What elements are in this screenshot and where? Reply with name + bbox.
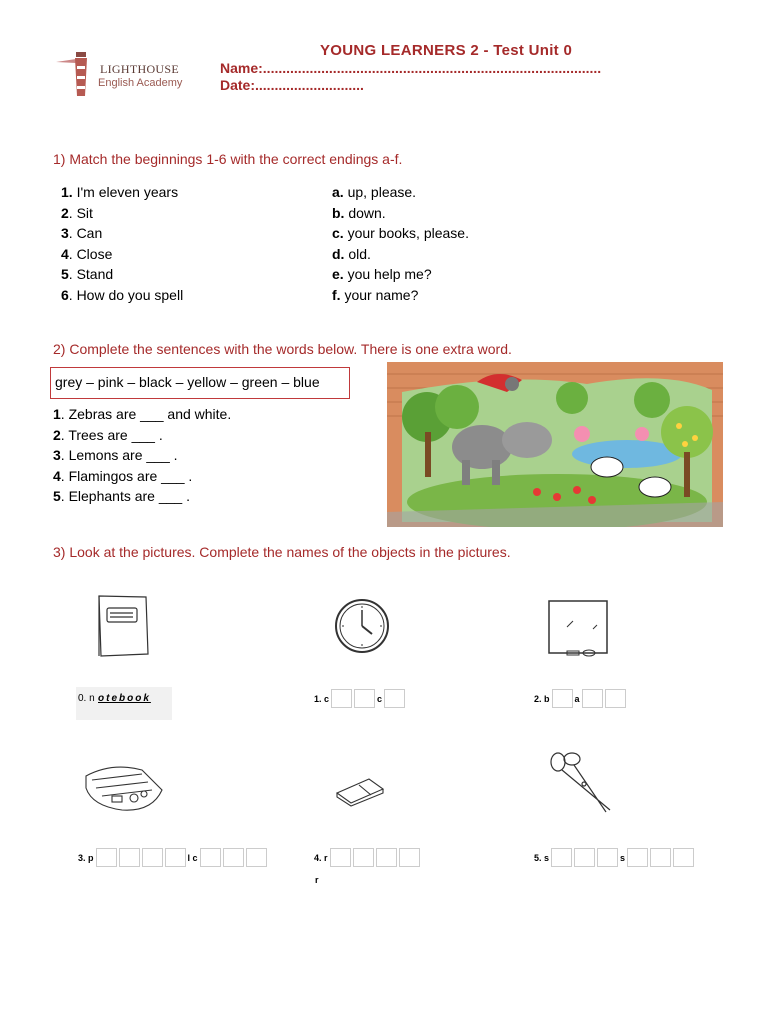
q2-instruction: 2) Complete the sentences with the words below. There is one extra word.: [53, 341, 512, 357]
example-answer: otebook: [98, 693, 151, 704]
logo-title: LIGHTHOUSE: [100, 62, 179, 76]
letter-box[interactable]: [330, 848, 351, 867]
letter-box[interactable]: [597, 848, 618, 867]
letter-box[interactable]: [376, 848, 397, 867]
zoo-scene-illustration: [387, 362, 723, 527]
list-item: 4. Flamingos are ___ .: [53, 467, 193, 484]
pencil-case-icon: [82, 760, 166, 821]
letter-box[interactable]: [119, 848, 140, 867]
list-item: 6. How do you spell: [61, 286, 184, 303]
notebook-icon: [96, 594, 152, 663]
example-answer-box: [76, 687, 172, 720]
board-icon: [547, 599, 611, 664]
list-item: 3. Can: [61, 225, 103, 241]
list-item: 2. Sit: [61, 204, 93, 221]
list-item: b. down.: [332, 204, 386, 221]
answer-row-5: 5. s s: [534, 848, 696, 867]
list-item: a. up, please.: [332, 184, 417, 200]
q1-right-list: [332, 182, 469, 305]
letter-box[interactable]: [246, 848, 267, 867]
date-field[interactable]: Date:............................: [220, 77, 364, 93]
clock-icon: [334, 598, 390, 659]
logo-subtitle: English Academy: [98, 77, 183, 89]
word-box: grey – pink – black – yellow – green – blue: [50, 367, 350, 399]
list-item: 2. Trees are ___ .: [53, 426, 163, 443]
answer-row-4: 4. r: [314, 848, 422, 867]
letter-box[interactable]: [353, 848, 374, 867]
list-item: 3. Lemons are ___ .: [53, 447, 178, 463]
scissors-icon: [548, 752, 618, 821]
list-item: 1. I'm eleven years: [61, 184, 179, 200]
answer-row-1: 1. c c: [314, 689, 407, 708]
letter-box[interactable]: [650, 848, 671, 867]
letter-box[interactable]: [223, 848, 244, 867]
answer-row-2: 2. b a: [534, 689, 628, 708]
lighthouse-icon: [56, 48, 96, 98]
list-item: f. your name?: [332, 286, 419, 303]
rubber-icon: [333, 775, 385, 812]
q2-sentence-list: [53, 404, 231, 507]
q1-instruction: 1) Match the beginnings 1-6 with the correct endings a-f.: [53, 151, 403, 167]
list-item: 5. Stand: [61, 266, 114, 282]
letter-box[interactable]: [552, 689, 573, 708]
letter-box[interactable]: [331, 689, 352, 708]
letter-box[interactable]: [200, 848, 221, 867]
letter-box[interactable]: [354, 689, 375, 708]
example-prefix: 0. n: [78, 693, 95, 704]
q1-left-list: [61, 182, 183, 305]
letter-box[interactable]: [551, 848, 572, 867]
letter-box[interactable]: [142, 848, 163, 867]
letter-box[interactable]: [582, 689, 603, 708]
answer-row-4-extra: r: [315, 875, 319, 885]
letter-box[interactable]: [399, 848, 420, 867]
name-field[interactable]: Name:.......................................................................................: [220, 60, 602, 76]
list-item: d. old.: [332, 245, 371, 262]
list-item: c. your books, please.: [332, 225, 469, 241]
page-title: YOUNG LEARNERS 2 - Test Unit 0: [320, 42, 573, 59]
letter-box[interactable]: [673, 848, 694, 867]
letter-box[interactable]: [627, 848, 648, 867]
q3-instruction: 3) Look at the pictures. Complete the names of the objects in the pictures.: [53, 544, 511, 560]
lighthouse-logo: [56, 48, 196, 98]
list-item: 4. Close: [61, 245, 113, 262]
letter-box[interactable]: [165, 848, 186, 867]
letter-box[interactable]: [384, 689, 405, 708]
list-item: 1. Zebras are ___ and white.: [53, 406, 232, 422]
letter-box[interactable]: [605, 689, 626, 708]
answer-row-3: 3. p l c: [78, 848, 269, 867]
letter-box[interactable]: [96, 848, 117, 867]
list-item: e. you help me?: [332, 266, 432, 282]
letter-box[interactable]: [574, 848, 595, 867]
list-item: 5. Elephants are ___ .: [53, 488, 190, 504]
